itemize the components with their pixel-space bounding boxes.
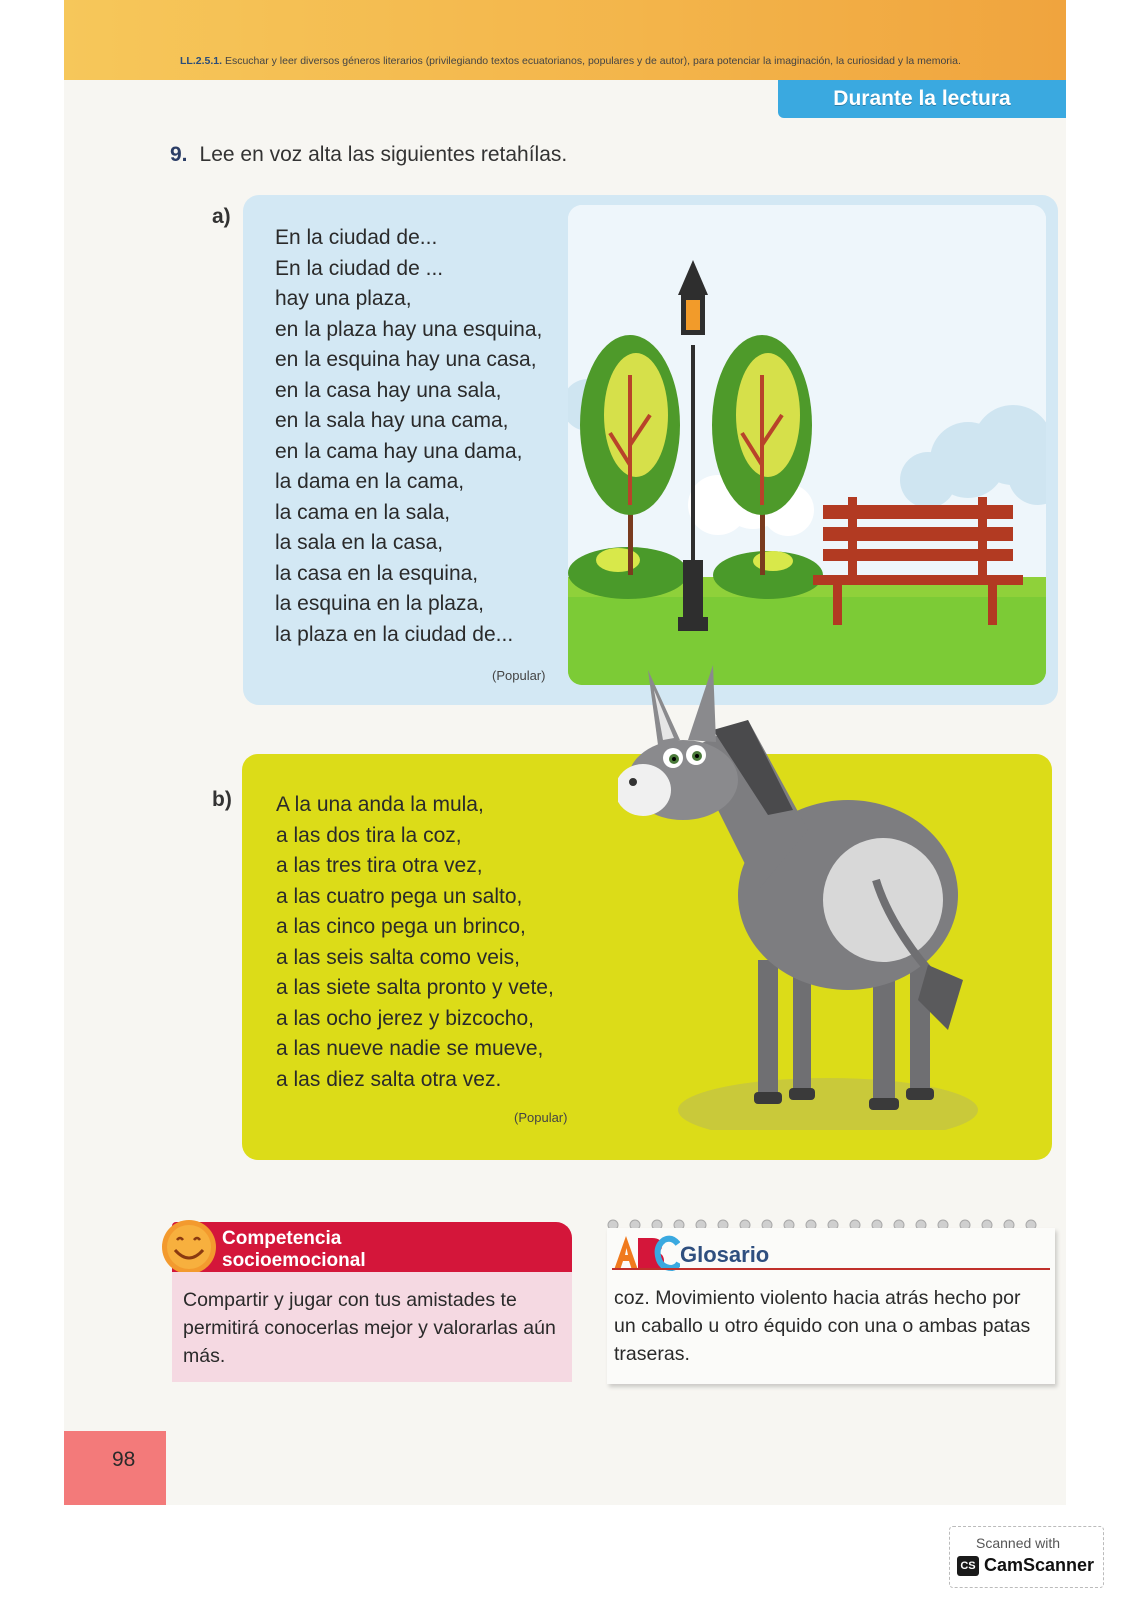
abc-blocks-icon — [610, 1232, 680, 1272]
poem-line: A la una anda la mula, — [276, 793, 484, 816]
camscanner-logo-icon: CS — [957, 1556, 979, 1576]
poem-line: En la ciudad de... — [275, 226, 438, 249]
skill-text: Escuchar y leer diversos géneros literarios (privilegiando textos ecuatorianos, populares y de autor), para potenciar la imaginación, la curiosidad y la memoria. — [224, 55, 961, 67]
poem-line: a las tres tira otra vez, — [276, 854, 483, 877]
scanner-brand: CamScanner — [984, 1555, 1095, 1575]
poem-line: En la ciudad de ... — [275, 256, 444, 280]
poem-b-text — [276, 790, 554, 1095]
glossary-term: coz. — [614, 1287, 650, 1309]
scanner-caption: Scanned with — [976, 1535, 1061, 1551]
poem-line: a las siete salta pronto y vete, — [276, 976, 554, 999]
activity-instruction — [170, 143, 567, 167]
activity-text: Lee en voz alta las siguientes retahílas. — [199, 143, 568, 166]
poem-a-credit: (Popular) — [492, 668, 546, 683]
poem-a-letter: a) — [212, 205, 231, 228]
donkey-illustration-icon — [618, 660, 1008, 1130]
poem-line: en la plaza hay una esquina, — [275, 317, 543, 341]
poem-line: en la esquina hay una casa, — [275, 348, 537, 371]
poem-line: la plaza en la ciudad de... — [275, 622, 514, 646]
poem-line: la cama en la sala, — [275, 500, 451, 524]
poem-line: la esquina en la plaza, — [275, 592, 484, 615]
smiley-icon — [160, 1218, 218, 1276]
poem-b-credit: (Popular) — [514, 1110, 568, 1125]
poem-line: a las diez salta otra vez. — [276, 1067, 502, 1091]
poem-line: a las dos tira la coz, — [276, 823, 462, 847]
glossary-entry — [614, 1284, 1044, 1368]
poem-line: la sala en la casa, — [275, 531, 444, 554]
poem-line: en la sala hay una cama, — [275, 409, 509, 432]
socioemotional-title-line2: socioemocional — [222, 1250, 366, 1271]
poem-line: la casa en la esquina, — [275, 561, 479, 585]
poem-line: en la cama hay una dama, — [275, 439, 523, 463]
header-band — [64, 0, 1066, 80]
poem-line: a las ocho jerez y bizcocho, — [276, 1006, 534, 1030]
socioemotional-title — [222, 1228, 366, 1272]
glossary-definition: Movimiento violento hacia atrás hecho por un caballo u otro équido con una o ambas patas traseras. — [614, 1287, 1031, 1365]
poem-line: hay una plaza, — [275, 287, 412, 310]
socioemotional-title-line1: Competencia — [222, 1228, 342, 1249]
poem-b-letter: b) — [212, 788, 232, 811]
glossary-title: Glosario — [680, 1242, 770, 1267]
poem-a-text — [275, 223, 542, 650]
socioemotional-text: Compartir y jugar con tus amistades te permitirá conocerlas mejor y valorarlas aún más. — [183, 1289, 556, 1367]
activity-number: 9. — [170, 143, 188, 166]
skill-statement — [180, 55, 961, 67]
poem-line: a las cuatro pega un salto, — [276, 884, 523, 908]
section-tab: Durante la lectura — [778, 80, 1066, 118]
poem-line: a las seis salta como veis, — [276, 945, 520, 969]
page-number: 98 — [112, 1448, 136, 1471]
skill-code: LL.2.5.1. — [180, 55, 223, 67]
poem-line: a las cinco pega un brinco, — [276, 915, 526, 938]
glossary-divider — [612, 1268, 1050, 1270]
poem-line: la dama en la cama, — [275, 470, 465, 493]
park-scene-icon — [568, 205, 1046, 685]
poem-line: en la casa hay una sala, — [275, 378, 502, 402]
poem-line: a las nueve nadie se mueve, — [276, 1037, 544, 1060]
park-illustration — [568, 205, 1046, 685]
